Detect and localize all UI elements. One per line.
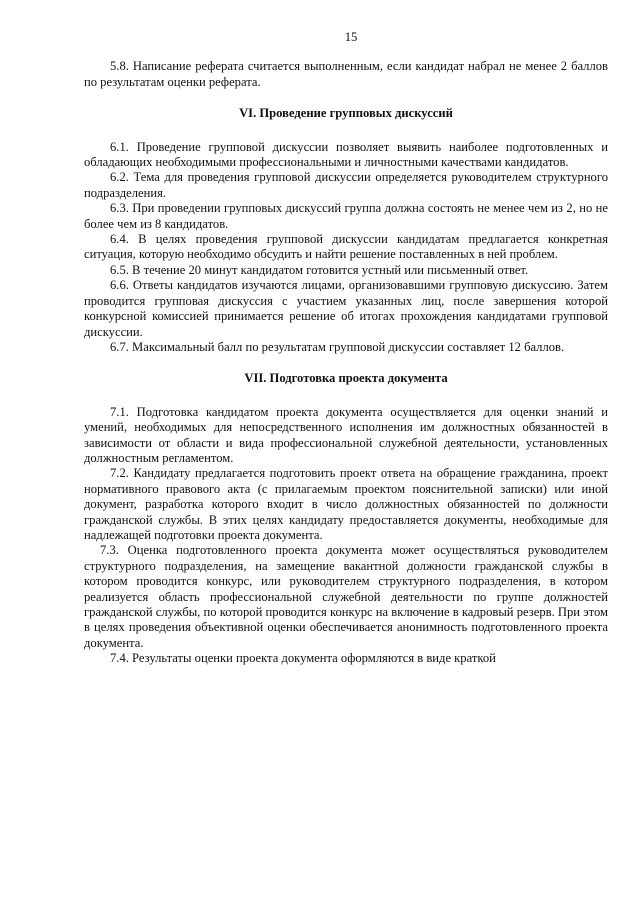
page-number: 15 bbox=[344, 30, 358, 44]
paragraph-6-1: 6.1. Проведение групповой дискуссии позволяет выявить наиболее подготовленных и обладающих необходимыми профессиональными и личностными качествами кандидатов. bbox=[84, 139, 608, 170]
paragraph-6-5: 6.5. В течение 20 минут кандидатом готовится устный или письменный ответ. bbox=[110, 262, 529, 277]
paragraph-6-7: 6.7. Максимальный балл по результатам групповой дискуссии составляет 12 баллов. bbox=[110, 339, 565, 354]
section-6-title: VI. Проведение групповых дискуссий bbox=[239, 106, 453, 121]
paragraph-6-2: 6.2. Тема для проведения групповой дискуссии определяется руководителем структурного подразделения. bbox=[84, 170, 608, 200]
section-7-title: VII. Подготовка проекта документа bbox=[244, 371, 448, 386]
paragraph-7-2: 7.2. Кандидату предлагается подготовить проект ответа на обращение гражданина, проект нормативного правового акта (с прилагаемым проектом пояснительной записки) или иной документ, разработка которого входит в число должностных обязанностей по должности гражданской службы. В этих целях кандидату предоставляется документы, необходимые для надлежащей подготовки проекта документа. bbox=[84, 466, 608, 542]
paragraph-6-6: 6.6. Ответы кандидатов изучаются лицами, организовавшими групповую дискуссию. Затем проводится групповая дискуссия с участием указанных лиц, после завершения которой конкурсной комиссией принимается решение об итогах прохождения кандидатами групповой дискуссии. bbox=[84, 278, 608, 339]
paragraph-6-3: 6.3. При проведении групповых дискуссий группа должна состоять не менее чем из 2, но не более чем из 8 кандидатов. bbox=[84, 201, 608, 231]
paragraph-6-4: 6.4. В целях проведения групповой дискуссии кандидатам предлагается конкретная ситуация, которую необходимо обсудить и найти решение поставленных в ней проблем. bbox=[84, 232, 608, 262]
paragraph-7-3: 7.3. Оценка подготовленного проекта документа может осуществляться руководителем структурного подразделения, на замещение вакантной должности гражданской службы в котором проводится конкурс, или руководителем структурного подразделения, в котором реализуется область профессиональной служебной деятельности по группе должностей гражданской службы, по которой проводится конкурс на включение в кадровый резерв. При этом в целях проведения объективной оценки обеспечивается анонимность подготовленного проекта документа. bbox=[84, 543, 608, 650]
paragraph-7-4: 7.4. Результаты оценки проекта документа оформляются в виде краткой bbox=[110, 651, 496, 666]
paragraph-5-8: 5.8. Написание реферата считается выполненным, если кандидат набрал не менее 2 баллов по результатам оценки реферата. bbox=[84, 59, 608, 89]
paragraph-7-1: 7.1. Подготовка кандидатом проекта документа осуществляется для оценки знаний и умений, необходимых для непосредственного исполнения им должностных обязанностей в зависимости от области и вида профессиональной служебной деятельности, установленных должностным регламентом. bbox=[84, 404, 608, 465]
